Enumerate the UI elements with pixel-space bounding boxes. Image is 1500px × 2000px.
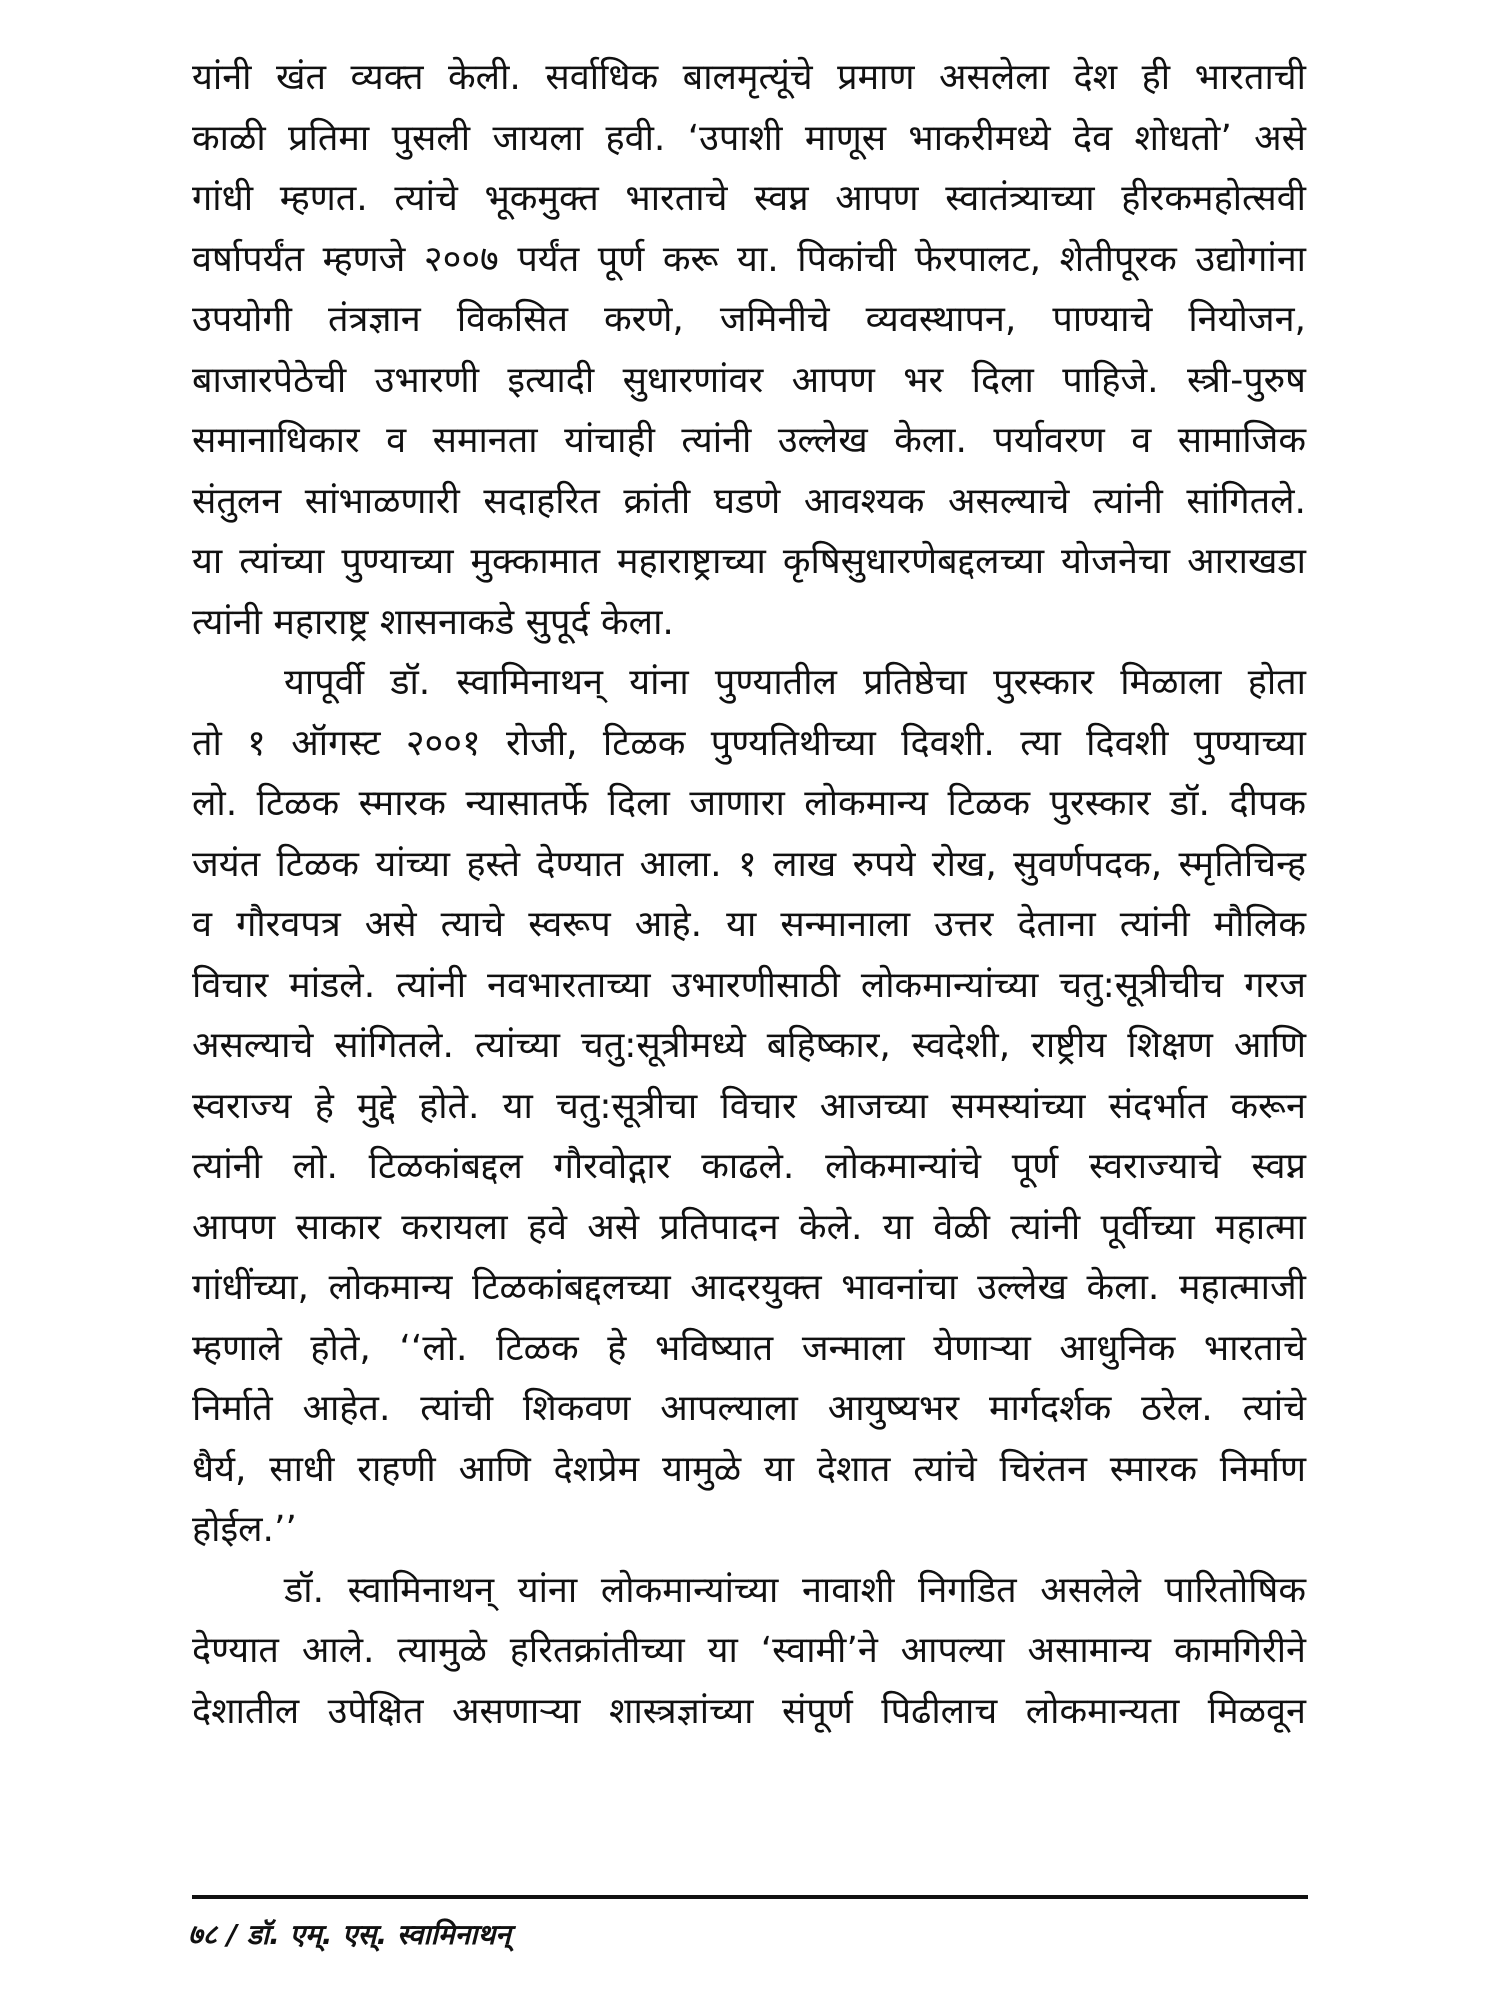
text-line: बाजारपेठेची उभारणी इत्यादी सुधारणांवर आपण भर दिला पाहिजे. स्त्री-पुरुष: [192, 359, 1306, 401]
text-line: देण्यात आले. त्यामुळे हरितक्रांतीच्या या ‘स्वामी’ने आपल्या असामान्य कामगिरीने: [192, 1630, 1306, 1671]
text-line: निर्माते आहेत. त्यांची शिकवण आपल्याला आयुष्यभर मार्गदर्शक ठरेल. त्यांचे: [192, 1388, 1306, 1429]
text-line: त्यांनी लो. टिळकांबद्दल गौरवोद्गार काढले. लोकमान्यांचे पूर्ण स्वराज्याचे स्वप्न: [192, 1146, 1306, 1187]
text-line: विचार मांडले. त्यांनी नवभारताच्या उभारणीसाठी लोकमान्यांच्या चतु:सूत्रीचीच गरज: [192, 964, 1306, 1006]
paragraph-start-line: यापूर्वी डॉ. स्वामिनाथन् यांना पुण्यातील प्रतिष्ठेचा पुरस्कार मिळाला होता: [284, 662, 1306, 703]
text-line: जयंत टिळक यांच्या हस्ते देण्यात आला. १ लाख रुपये रोख, सुवर्णपदक, स्मृतिचिन्ह: [192, 843, 1306, 885]
footer-divider: [192, 1895, 1308, 1899]
text-line: धैर्य, साधी राहणी आणि देशप्रेम यामुळे या देशात त्यांचे चिरंतन स्मारक निर्माण: [192, 1448, 1306, 1490]
text-line: उपयोगी तंत्रज्ञान विकसित करणे, जमिनीचे व्यवस्थापन, पाण्याचे नियोजन,: [192, 299, 1306, 340]
text-line: लो. टिळक स्मारक न्यासातर्फे दिला जाणारा लोकमान्य टिळक पुरस्कार डॉ. दीपक: [192, 783, 1306, 824]
text-line: होईल.’’: [192, 1509, 297, 1550]
text-line: तो १ ऑगस्ट २००१ रोजी, टिळक पुण्यतिथीच्या दिवशी. त्या दिवशी पुण्याच्या: [192, 722, 1306, 764]
text-line: संतुलन सांभाळणारी सदाहरित क्रांती घडणे आवश्यक असल्याचे त्यांनी सांगितले.: [192, 480, 1306, 522]
text-line: या त्यांच्या पुण्याच्या मुक्कामात महाराष्ट्राच्या कृषिसुधारणेबद्दलच्या योजनेचा आराखडा: [192, 541, 1306, 582]
text-line: असल्याचे सांगितले. त्यांच्या चतु:सूत्रीमध्ये बहिष्कार, स्वदेशी, राष्ट्रीय शिक्षण आणि: [192, 1025, 1306, 1066]
page-footer: ७८ / डॉ. एम्. एस्. स्वामिनाथन्: [188, 1918, 511, 1951]
text-line: गांधींच्या, लोकमान्य टिळकांबद्दलच्या आदरयुक्त भावनांचा उल्लेख केला. महात्माजी: [192, 1267, 1306, 1308]
text-line: व गौरवपत्र असे त्याचे स्वरूप आहे. या सन्मानाला उत्तर देताना त्यांनी मौलिक: [192, 904, 1306, 945]
text-line: देशातील उपेक्षित असणाऱ्या शास्त्रज्ञांच्या संपूर्ण पिढीलाच लोकमान्यता मिळवून: [192, 1690, 1306, 1732]
text-line: गांधी म्हणत. त्यांचे भूकमुक्त भारताचे स्वप्न आपण स्वातंत्र्याच्या हीरकमहोत्सवी: [192, 178, 1306, 219]
text-line: यांनी खंत व्यक्त केली. सर्वाधिक बालमृत्यूंचे प्रमाण असलेला देश ही भारताची: [192, 57, 1306, 98]
text-line: म्हणाले होते, ‘‘लो. टिळक हे भविष्यात जन्माला येणाऱ्या आधुनिक भारताचे: [192, 1327, 1306, 1369]
text-line: काळी प्रतिमा पुसली जायला हवी. ‘उपाशी माणूस भाकरीमध्ये देव शोधतो’ असे: [192, 117, 1306, 159]
text-line: वर्षापर्यंत म्हणजे २००७ पर्यंत पूर्ण करू या. पिकांची फेरपालट, शेतीपूरक उद्योगांना: [192, 238, 1306, 280]
body-text: [192, 48, 1306, 1742]
text-line: समानाधिकार व समानता यांचाही त्यांनी उल्लेख केला. पर्यावरण व सामाजिक: [192, 420, 1306, 461]
paragraph-start-line: डॉ. स्वामिनाथन् यांना लोकमान्यांच्या नावाशी निगडित असलेले पारितोषिक: [284, 1569, 1306, 1611]
text-line: स्वराज्य हे मुद्दे होते. या चतु:सूत्रीचा विचार आजच्या समस्यांच्या संदर्भात करून: [192, 1085, 1306, 1127]
text-line: त्यांनी महाराष्ट्र शासनाकडे सुपूर्द केला.: [192, 601, 674, 643]
text-line: आपण साकार करायला हवे असे प्रतिपादन केले. या वेळी त्यांनी पूर्वीच्या महात्मा: [192, 1206, 1306, 1248]
